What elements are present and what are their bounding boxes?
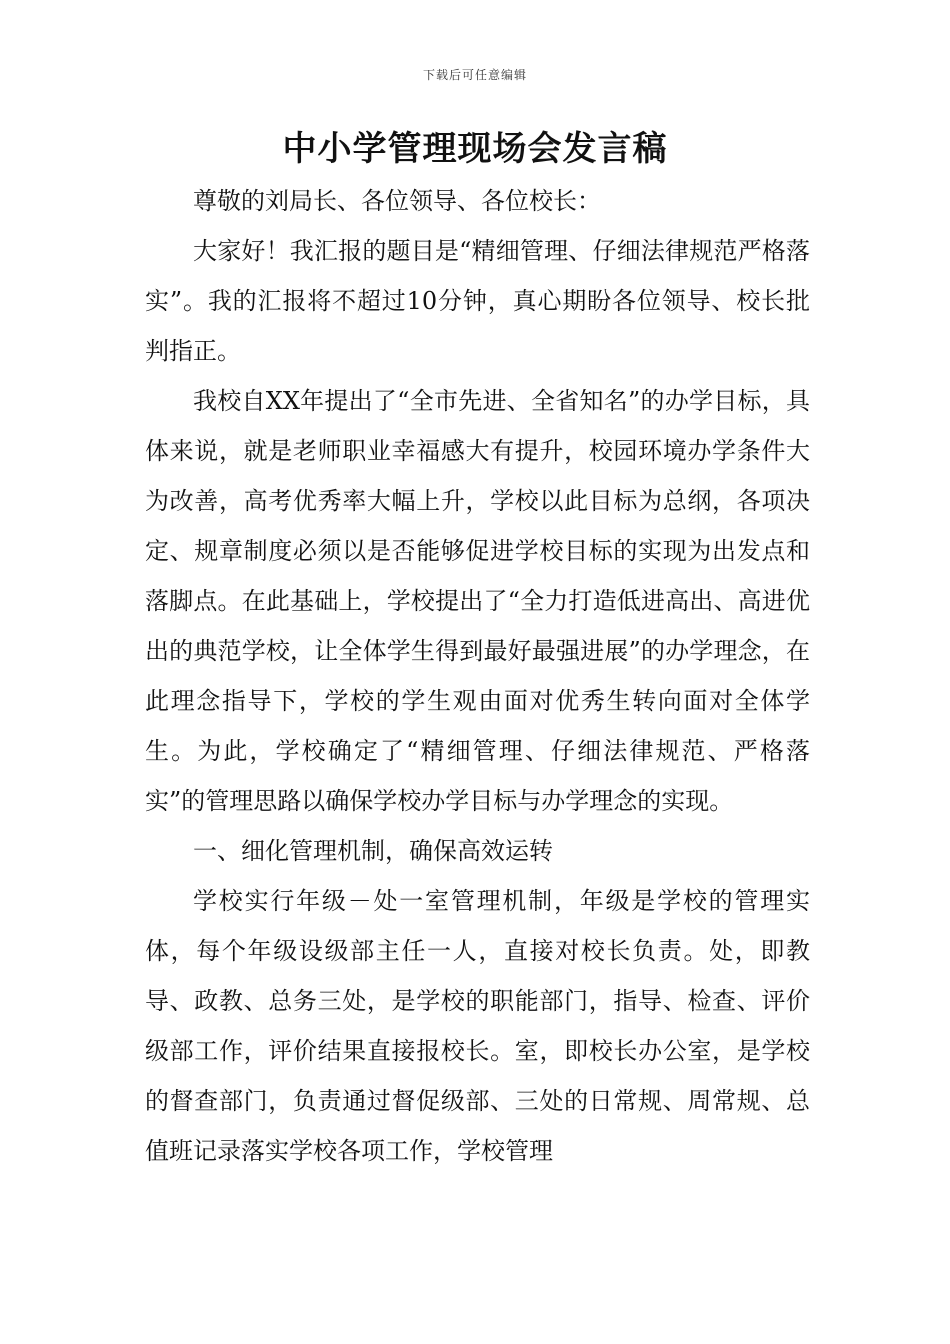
section-heading-1: 一、细化管理机制，确保高效运转 (193, 837, 553, 865)
header-note: 下载后可任意编辑 (422, 68, 527, 82)
paragraph-goals: 我校自XX年提出了“全市先进、全省知名”的办学目标，具体来说，就是老师职业幸福感大有提升，校园环境办学条件大为改善，高考优秀率大幅上升，学校以此目标为总纲，各项决定、规章制度必须以是否能够促进学校目标的实现为出发点和落脚点。在此基础上，学校提出了“全力打造低进高出、高进优出的典范学校，让全体学生得到最好最强进展”的办学理念，在此理念指导下，学校的学生观由面对优秀生转向面对全体学生。为此，学校确定了“精细管理、仔细法律规范、严格落实”的管理思路以确保学校办学目标与办学理念的实现。 (145, 387, 810, 815)
paragraph-greeting: 大家好！我汇报的题目是“精细管理、仔细法律规范严格落实”。我的汇报将不超过10分钟，真心期盼各位领导、校长批判指正。 (145, 237, 810, 365)
document-title: 中小学管理现场会发言稿 (282, 129, 668, 169)
document-body (145, 176, 810, 1176)
paragraph-salutation: 尊敬的刘局长、各位领导、各位校长： (193, 187, 601, 215)
paragraph-mechanism: 学校实行年级－处一室管理机制，年级是学校的管理实体，每个年级设级部主任一人，直接对校长负责。处，即教导、政教、总务三处，是学校的职能部门，指导、检查、评价级部工作，评价结果直接报校长。室，即校长办公室，是学校的督查部门，负责通过督促级部、三处的日常规、周常规、总值班记录落实学校各项工作，学校管理 (145, 887, 810, 1165)
